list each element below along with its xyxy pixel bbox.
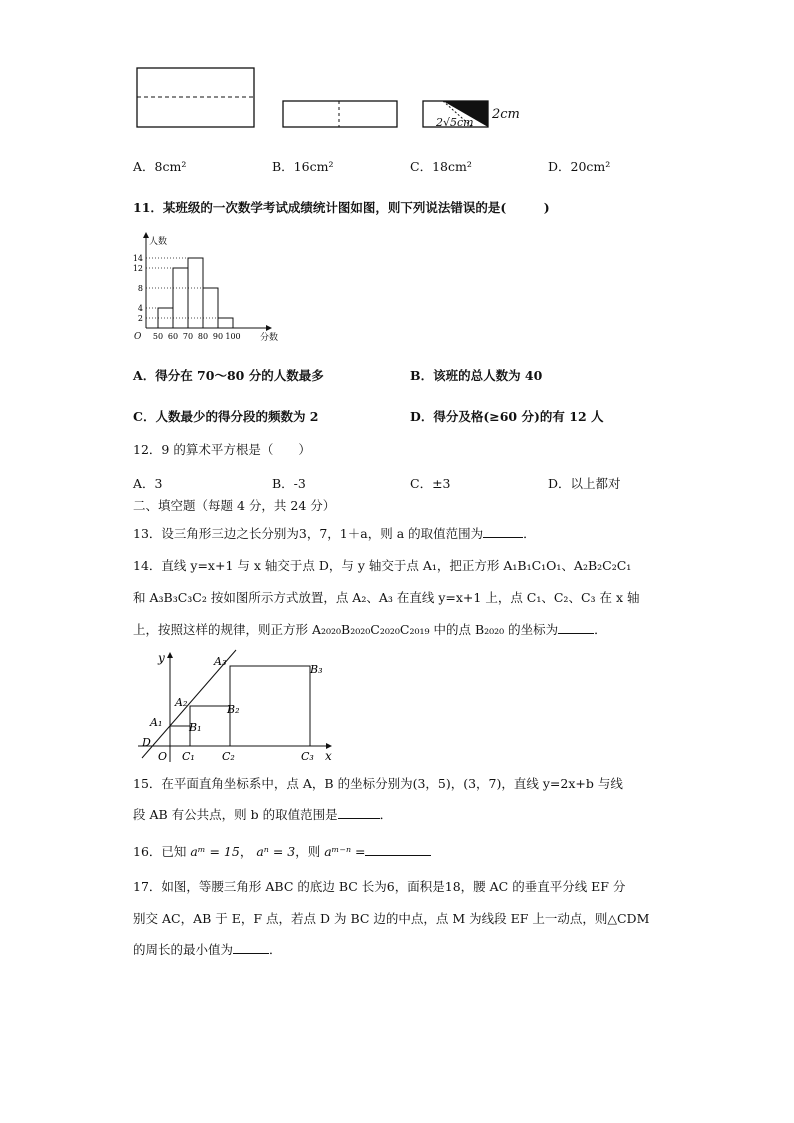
q15-answer-blank — [338, 806, 380, 819]
histogram-ytick-12: 12 — [132, 264, 143, 273]
q14-line3-text: 上，按照这样的规律，则正方形 A₂₀₂₀B₂₀₂₀C₂₀₂₀C₂₀₁₉ 中的点 B₂₀₂₀ 的坐标为 — [133, 622, 559, 637]
q17-line3 — [133, 941, 282, 959]
q17-end: ． — [269, 942, 282, 957]
histogram-xtick-70: 70 — [182, 332, 194, 341]
q10-option-c: C．18cm² — [410, 159, 472, 174]
q11-stem: 11．某班级的一次数学考试成绩统计图如图，则下列说法错误的是( ) — [133, 200, 550, 215]
q16-mid: ，则 — [295, 844, 321, 859]
label-d: D — [142, 736, 151, 749]
q13-text — [133, 525, 536, 543]
q10-option-d: D．20cm² — [548, 159, 611, 174]
q11-option-c: C．人数最少的得分段的频数为 2 — [133, 409, 319, 424]
q10-option-a: A．8cm² — [133, 159, 187, 174]
histogram-xlabel: 分数 — [260, 333, 279, 343]
label-c1: C₁ — [182, 750, 195, 763]
label-c3: C₃ — [301, 750, 314, 763]
q16-lead: 16．已知 — [133, 844, 187, 859]
q14-line3 — [133, 621, 607, 639]
q15-line2 — [133, 806, 392, 824]
label-a1: A₁ — [150, 716, 163, 729]
histogram-ytick-4: 4 — [137, 304, 143, 313]
label-b1: B₁ — [189, 721, 202, 734]
histogram-ytick-8: 8 — [137, 284, 143, 293]
q10-option-b: B．16cm² — [272, 159, 334, 174]
label-b3: B₃ — [310, 663, 323, 676]
fold-label-bottom: 2√5cm — [436, 116, 474, 129]
y-axis-arrow — [167, 652, 173, 658]
histogram-xtick-60: 60 — [167, 332, 179, 341]
histogram-bar-60-70 — [173, 268, 188, 328]
histogram-xtick-50: 50 — [152, 332, 164, 341]
q17-line3-text: 的周长的最小值为 — [133, 942, 234, 957]
histogram-xtick-100: 100 — [225, 332, 241, 341]
label-b2: B₂ — [227, 703, 240, 716]
q14-line1: 14．直线 y=x+1 与 x 轴交于点 D，与 y 轴交于点 A₁，把正方形 A₁B₁C₁O₁、A₂B₂C₂C₁ — [133, 558, 632, 573]
label-x: x — [325, 749, 332, 763]
histogram-ytick-14: 14 — [132, 254, 143, 263]
label-a2: A₂ — [175, 696, 188, 709]
histogram-ylabel: 人数 — [149, 237, 168, 247]
q14-answer-blank — [558, 621, 594, 634]
q17-answer-blank — [233, 941, 269, 954]
q11-option-d: D．得分及格(≥60 分)的有 12 人 — [410, 409, 604, 424]
q15-line1: 15．在平面直角坐标系中，点 A，B 的坐标分别为(3，5)，(3，7)，直线 y=2x+b 与线 — [133, 776, 623, 791]
histogram-bar-90-100 — [218, 318, 233, 328]
square-1 — [170, 726, 190, 746]
q16-expr-3: aᵐ⁻ⁿ = — [324, 844, 366, 859]
q15-line2-text: 段 AB 有公共点，则 b 的取值范围是 — [133, 807, 338, 822]
q11-option-b: B．该班的总人数为 40 — [410, 368, 543, 383]
q11-histogram — [130, 232, 280, 344]
label-y: y — [158, 651, 165, 665]
q14-line2: 和 A₃B₃C₃C₂ 按如图所示方式放置，点 A₂、A₃ 在直线 y=x+1 上，点 C₁、C₂、C₃ 在 x 轴 — [133, 590, 640, 605]
q12-stem: 12．9 的算术平方根是（ ） — [133, 442, 311, 457]
q10-fold-figures — [130, 64, 550, 138]
q11-option-a: A．得分在 70～80 分的人数最多 — [133, 368, 324, 383]
q13-stem: 13．设三角形三边之长分别为3，7，1＋a，则 a 的取值范围为 — [133, 526, 484, 541]
histogram-ytick-2: 2 — [137, 314, 143, 323]
q13-answer-blank — [483, 525, 523, 538]
square-3 — [230, 666, 310, 746]
histogram-origin: O — [134, 332, 142, 342]
q16-text: 16．已知 aᵐ = 15， aⁿ = 3，则 aᵐ⁻ⁿ = — [133, 843, 431, 861]
histogram-xtick-90: 90 — [212, 332, 224, 341]
q17-line1: 17．如图，等腰三角形 ABC 的底边 BC 长为6，面积是18，腰 AC 的垂直平分线 EF 分 — [133, 879, 626, 894]
q16-expr-2: aⁿ = 3 — [256, 844, 296, 859]
q12-option-a: A．3 — [133, 476, 163, 491]
q12-option-b: B．-3 — [272, 476, 306, 491]
q13-end: ． — [523, 526, 536, 541]
q15-end: ． — [379, 807, 393, 822]
q12-option-c: C．±3 — [410, 476, 451, 491]
q14-end: ． — [594, 622, 607, 637]
q16-expr-1: aᵐ = 15 — [190, 844, 240, 859]
q16-answer-blank — [365, 843, 431, 856]
label-c2: C₂ — [222, 750, 235, 763]
q17-line2: 别交 AC，AB 于 E，F 点，若点 D 为 BC 边的中点，点 M 为线段 EF 上一动点，则△CDM — [133, 911, 650, 926]
histogram-bar-80-90 — [203, 288, 218, 328]
q14-figure — [134, 648, 344, 766]
histogram-xtick-80: 80 — [197, 332, 209, 341]
label-a3: A₃ — [214, 655, 227, 668]
histogram-bar-70-80 — [188, 258, 203, 328]
fold-label-side: 2cm — [492, 107, 520, 122]
label-o: O — [158, 750, 168, 763]
q12-option-d: D．以上都对 — [548, 476, 621, 491]
section-heading: 二、填空题（每题 4 分，共 24 分） — [133, 498, 336, 513]
fold-rect-2 — [283, 101, 397, 127]
